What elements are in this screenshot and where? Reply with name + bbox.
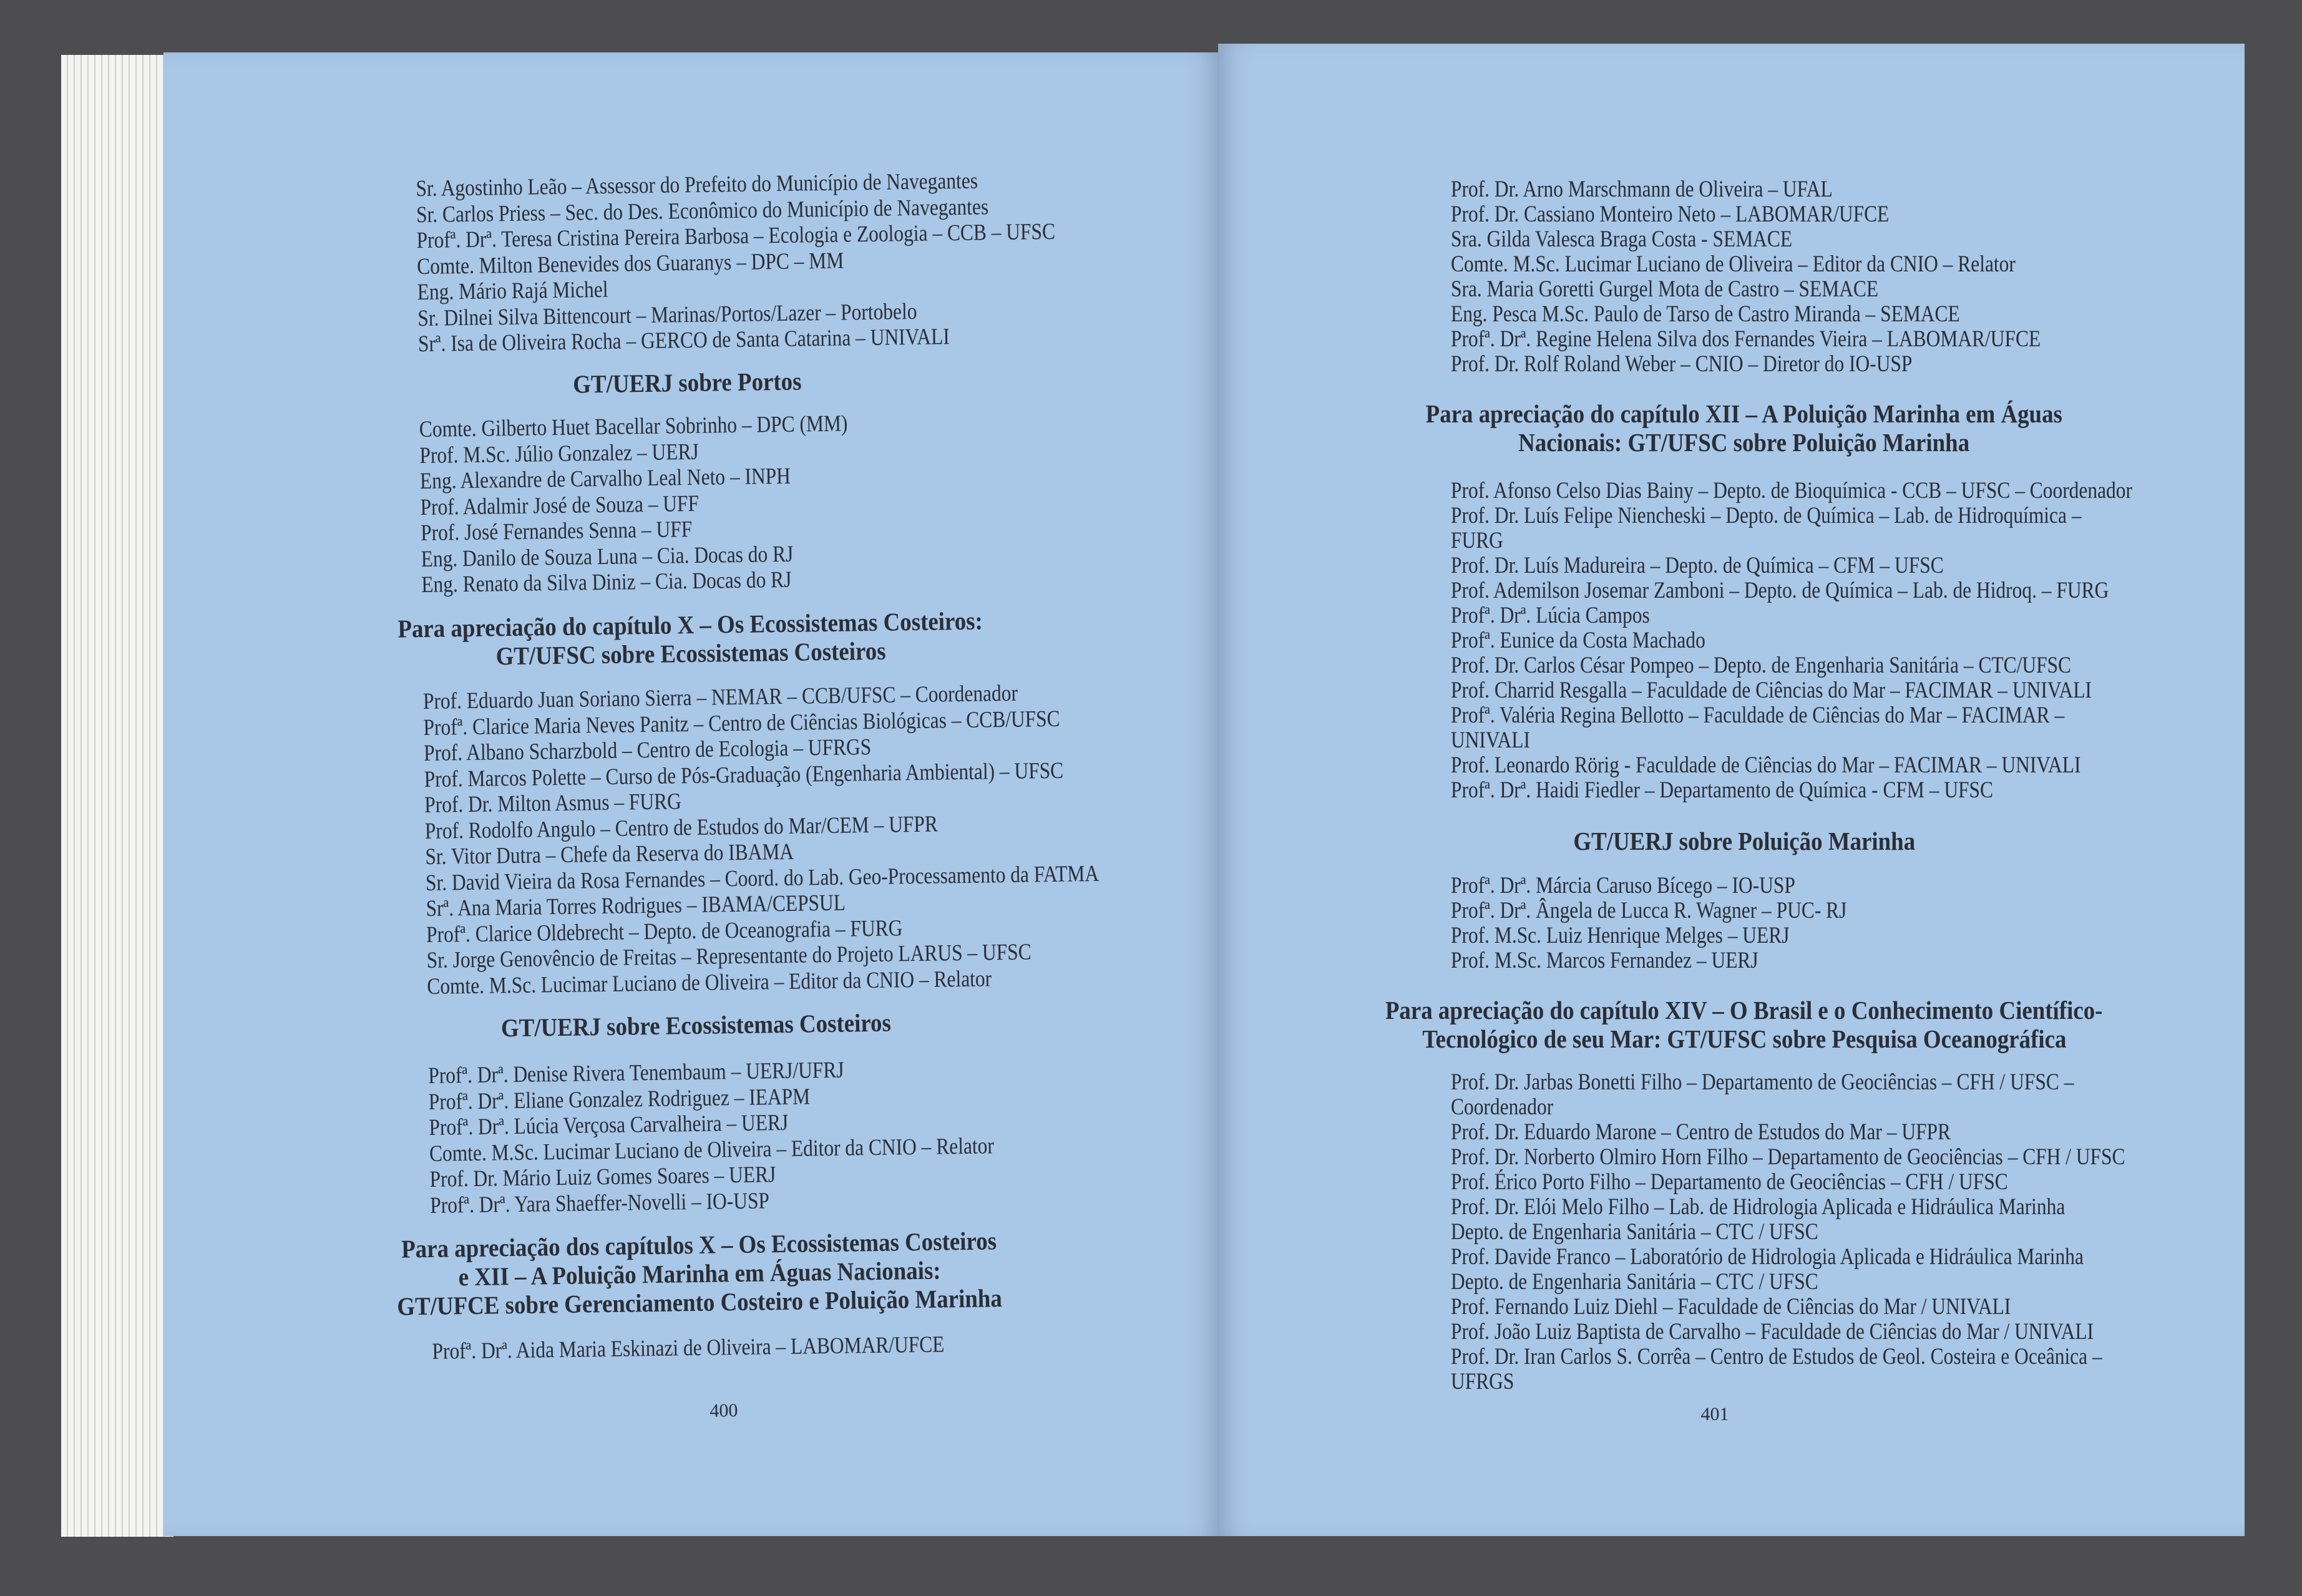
list-item: Prof. Dr. Carlos César Pompeo – Depto. de Engenharia Sanitária – CTC/UFSC	[1451, 653, 2072, 678]
list-item: Profª. Drª. Regine Helena Silva dos Fernandes Vieira – LABOMAR/UFCE	[1451, 326, 2041, 352]
list-item: Prof. Marcos Polette – Curso de Pós-Graduação (Engenharia Ambiental) – UFSC	[424, 757, 1064, 793]
list-item: Eng. Mário Rajá Michel	[417, 276, 608, 306]
list-item: Prof. Dr. Eduardo Marone – Centro de Estudos do Mar – UFPR	[1451, 1119, 1951, 1145]
section-heading-text: GT/UERJ sobre Poluição Marinha	[1573, 827, 1915, 855]
list-item: Profª. Valéria Regina Bellotto – Faculdade de Ciências do Mar – FACIMAR –	[1451, 703, 2065, 728]
list-item: Profª. Drª. Eliane Gonzalez Rodriguez – IEAPM	[428, 1084, 811, 1115]
page-number: 400	[710, 1400, 738, 1421]
list-item: Coordenador	[1451, 1094, 1554, 1120]
list-item: Prof. José Fernandes Senna – UFF	[420, 516, 693, 547]
list-item: Prof. Dr. Rolf Roland Weber – CNIO – Diretor do IO-USP	[1451, 351, 1913, 377]
list-item: Depto. de Engenharia Sanitária – CTC / UFSC	[1451, 1269, 1818, 1295]
list-item: Profª. Drª. Ângela de Lucca R. Wagner – PUC- RJ	[1451, 898, 1847, 923]
list-item: Comte. M.Sc. Lucimar Luciano de Oliveira – Editor da CNIO – Relator	[427, 966, 992, 1000]
list-item: Depto. de Engenharia Sanitária – CTC / UFSC	[1451, 1219, 1818, 1245]
list-item: Profª. Eunice da Costa Machado	[1451, 628, 1705, 653]
list-item: Sr. Vitor Dutra – Chefe da Reserva do IBAMA	[425, 839, 794, 870]
list-item: FURG	[1451, 528, 1503, 553]
list-item: Profª. Drª. Haidi Fiedler – Departamento de Química - CFM – UFSC	[1451, 777, 1994, 803]
list-item: Sr. Dilnei Silva Bittencourt – Marinas/Portos/Lazer – Portobelo	[417, 298, 917, 332]
list-item: Prof. Ademilson Josemar Zamboni – Depto. de Química – Lab. de Hidroq. – FURG	[1451, 578, 2109, 603]
list-item: Prof. Dr. Jarbas Bonetti Filho – Departamento de Geociências – CFH / UFSC –	[1451, 1069, 2074, 1095]
list-item: Prof. Fernando Luiz Diehl – Faculdade de Ciências do Mar / UNIVALI	[1451, 1294, 2011, 1320]
section-heading	[1183, 399, 2302, 428]
list-item: Profª. Drª. Márcia Caruso Bícego – IO-USP	[1451, 873, 1795, 898]
list-item: Comte. M.Sc. Lucimar Luciano de Oliveira – Editor da CNIO – Relator	[429, 1133, 995, 1167]
list-item: Prof. Davide Franco – Laboratório de Hidrologia Aplicada e Hidráulica Marinha	[1451, 1244, 2084, 1270]
list-item: UFRGS	[1451, 1369, 1514, 1394]
list-item: Profª. Drª. Denise Rivera Tenembaum – UERJ/UFRJ	[428, 1057, 844, 1089]
list-item: Prof. Eduardo Juan Soriano Sierra – NEMAR – CCB/UFSC – Coordenador	[422, 680, 1018, 715]
list-item: Prof. Dr. Norberto Olmiro Horn Filho – Departamento de Geociências – CFH / UFSC	[1451, 1144, 2125, 1170]
section-heading-text: GT/UERJ sobre Portos	[572, 366, 802, 399]
list-item: Profª. Drª. Lúcia Verçosa Carvalheira – UERJ	[429, 1109, 789, 1141]
list-item: Srª. Isa de Oliveira Rocha – GERCO de Santa Catarina – UNIVALI	[417, 324, 950, 358]
list-item: Eng. Danilo de Souza Luna – Cia. Docas do RJ	[421, 541, 794, 573]
list-item: Comte. Milton Benevides dos Guaranys – DPC – MM	[416, 248, 844, 280]
list-item: UNIVALI	[1451, 727, 1530, 753]
list-item: Comte. Gilberto Huet Bacellar Sobrinho – DPC (MM)	[419, 411, 848, 443]
list-item: Prof. Dr. Milton Asmus – FURG	[424, 789, 682, 819]
section-heading-text: Para apreciação dos capítulos X – Os Ecossistemas Costeiros	[401, 1226, 997, 1263]
list-item: Sr. Carlos Priess – Sec. do Des. Econômico do Município de Navegantes	[416, 194, 989, 228]
list-item: Profª. Drª. Aida Maria Eskinazi de Oliveira – LABOMAR/UFCE	[432, 1331, 945, 1365]
list-item: Eng. Pesca M.Sc. Paulo de Tarso de Castro Miranda – SEMACE	[1451, 301, 1960, 327]
section-heading	[1183, 827, 2302, 855]
list-item: Prof. Rodolfo Angulo – Centro de Estudos do Mar/CEM – UFPR	[424, 811, 939, 844]
page-number: 401	[1700, 1404, 1729, 1424]
list-item: Prof. João Luiz Baptista de Carvalho – Faculdade de Ciências do Mar / UNIVALI	[1451, 1319, 2094, 1345]
section-heading-text: GT/UERJ sobre Ecossistemas Costeiros	[500, 1008, 891, 1043]
list-item: Prof. Érico Porto Filho – Departamento de Geociências – CFH / UFSC	[1451, 1169, 2008, 1195]
section-heading-text: Nacionais: GT/UFSC sobre Poluição Marinha	[1518, 428, 1970, 457]
list-item: Prof. Dr. Elói Melo Filho – Lab. de Hidrologia Aplicada e Hidráulica Marinha	[1451, 1194, 2065, 1220]
list-item: Prof. Leonardo Rörig - Faculdade de Ciências do Mar – FACIMAR – UNIVALI	[1451, 752, 2081, 778]
list-item: Profª. Drª. Yara Shaeffer-Novelli – IO-USP	[429, 1188, 770, 1219]
section-heading	[1183, 1024, 2302, 1053]
list-item: Comte. M.Sc. Lucimar Luciano de Oliveira – Editor da CNIO – Relator	[1451, 251, 2016, 277]
list-item: Prof. Adalmir José de Souza – UFF	[420, 490, 700, 521]
list-item: Profª. Drª. Teresa Cristina Pereira Barbosa – Ecologia e Zoologia – CCB – UFSC	[416, 218, 1056, 254]
list-item: Profª. Clarice Maria Neves Panitz – Centro de Ciências Biológicas – CCB/UFSC	[423, 706, 1060, 741]
list-item: Eng. Renato da Silva Diniz – Cia. Docas do RJ	[421, 567, 792, 598]
section-heading-text: e XII – A Poluição Marinha em Águas Nacionais:	[458, 1255, 941, 1292]
list-item: Prof. Dr. Luís Madureira – Depto. de Química – CFM – UFSC	[1451, 553, 1944, 578]
list-item: Sra. Maria Goretti Gurgel Mota de Castro – SEMACE	[1451, 276, 1879, 302]
section-heading-text: Para apreciação do capítulo X – Os Ecossistemas Costeiros:	[397, 606, 983, 643]
section-heading	[1183, 996, 2302, 1024]
list-item: Prof. M.Sc. Marcos Fernandez – UERJ	[1451, 948, 1758, 973]
list-item: Prof. M.Sc. Luiz Henrique Melges – UERJ	[1451, 923, 1790, 948]
section-heading-text: Para apreciação do capítulo XIV – O Brasil e o Conhecimento Científico-	[1385, 996, 2103, 1024]
section-heading-text: GT/UFSC sobre Ecossistemas Costeiros	[495, 636, 886, 671]
list-item: Prof. Dr. Luís Felipe Niencheski – Depto. de Química – Lab. de Hidroquímica –	[1451, 503, 2082, 528]
section-heading	[1183, 428, 2302, 457]
list-item: Prof. Dr. Mário Luiz Gomes Soares – UERJ	[429, 1162, 776, 1192]
list-item: Prof. Dr. Iran Carlos S. Corrêa – Centro de Estudos de Geol. Costeira e Oceânica –	[1451, 1344, 2102, 1370]
list-item: Prof. M.Sc. Júlio Gonzalez – UERJ	[419, 439, 699, 469]
section-heading-text: Tecnológico de seu Mar: GT/UFSC sobre Pesquisa Oceanográfica	[1422, 1024, 2067, 1053]
section-heading-text: Para apreciação do capítulo XII – A Poluição Marinha em Águas	[1425, 399, 2063, 428]
list-item: Srª. Ana Maria Torres Rodrigues – IBAMA/CEPSUL	[426, 890, 846, 922]
list-item: Prof. Dr. Cassiano Monteiro Neto – LABOMAR/UFCE	[1451, 202, 1890, 227]
list-item: Profª. Clarice Oldebrecht – Depto. de Oceanografia – FURG	[426, 915, 903, 948]
section-heading-text: GT/UFCE sobre Gerenciamento Costeiro e Poluição Marinha	[397, 1283, 1003, 1321]
list-item: Prof. Charrid Resgalla – Faculdade de Ciências do Mar – FACIMAR – UNIVALI	[1451, 678, 2092, 703]
list-item: Sra. Gilda Valesca Braga Costa - SEMACE	[1451, 226, 1793, 252]
list-item: Sr. Jorge Genovêncio de Freitas – Representante do Projeto LARUS – UFSC	[426, 939, 1032, 973]
list-item: Eng. Alexandre de Carvalho Leal Neto – INPH	[419, 463, 791, 495]
list-item: Prof. Dr. Arno Marschmann de Oliveira – UFAL	[1451, 177, 1833, 202]
list-item: Profª. Drª. Lúcia Campos	[1451, 603, 1650, 628]
list-item: Prof. Afonso Celso Dias Bainy – Depto. de Bioquímica - CCB – UFSC – Coordenador	[1451, 478, 2132, 504]
list-item: Sr. Agostinho Leão – Assessor do Prefeito do Município de Navegantes	[416, 168, 978, 202]
list-item: Prof. Albano Scharzbold – Centro de Ecologia – UFRGS	[423, 734, 872, 767]
list-item: Sr. David Vieira da Rosa Fernandes – Coord. do Lab. Geo-Processamento da FATMA	[425, 860, 1100, 896]
